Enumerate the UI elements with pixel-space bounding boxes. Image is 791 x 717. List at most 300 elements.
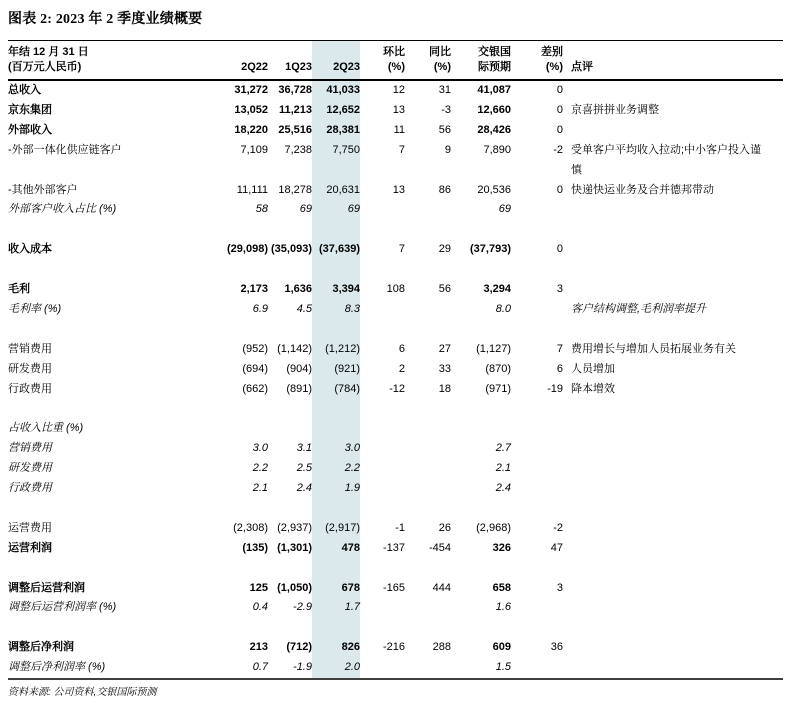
comment-cell: [563, 618, 783, 638]
row-label: [8, 320, 220, 340]
comment-cell: [563, 399, 783, 419]
value-cell: 609: [492, 641, 511, 654]
row-label: 调整后净利润: [8, 641, 74, 654]
spacer-row: [8, 559, 783, 579]
value-cell: [405, 419, 451, 439]
value-cell: 3.0: [252, 442, 268, 455]
comment-cell: [563, 658, 783, 679]
value-cell: 2.5: [296, 462, 312, 475]
value-cell: [405, 200, 451, 220]
value-cell: (1,301): [277, 541, 312, 554]
comment-cell: [563, 579, 783, 599]
comment-cell: [563, 479, 783, 499]
value-cell: 36: [550, 641, 563, 654]
value-cell: (921): [312, 360, 360, 380]
value-cell: [312, 320, 360, 340]
value-cell: 2,173: [240, 283, 268, 296]
value-cell: 2.2: [252, 462, 268, 475]
value-cell: 7: [398, 143, 405, 156]
value-cell: 108: [386, 283, 405, 296]
value-cell: 2.2: [312, 459, 360, 479]
value-cell: [511, 300, 563, 320]
column-header: 1Q23: [285, 61, 312, 73]
comment-cell: [563, 80, 783, 101]
row-label: 营销费用: [8, 342, 52, 355]
value-cell: [511, 618, 563, 638]
value-cell: 12,660: [477, 103, 511, 116]
value-cell: 0.4: [252, 601, 268, 614]
value-cell: -216: [382, 641, 405, 654]
value-cell: 288: [432, 641, 451, 654]
value-cell: 1.9: [312, 479, 360, 499]
comment-cell: 京喜拼拼业务调整: [571, 103, 659, 116]
value-cell: [220, 220, 268, 240]
value-cell: 33: [438, 362, 451, 375]
table-row: [8, 240, 783, 260]
value-cell: 69: [299, 203, 312, 216]
value-cell: 25,516: [278, 123, 312, 136]
table-row: [8, 340, 783, 360]
value-cell: [268, 499, 312, 519]
comment-cell: [563, 539, 783, 559]
value-cell: -165: [382, 581, 405, 594]
row-label: 调整后运营利润: [8, 581, 85, 594]
row-label: 研发费用: [8, 362, 52, 375]
value-cell: 826: [312, 638, 360, 658]
value-cell: 8.0: [495, 302, 511, 315]
column-header: 点评: [571, 61, 593, 73]
row-label: 研发费用: [8, 462, 52, 475]
row-label: 收入成本: [8, 243, 52, 256]
comment-cell: [563, 200, 783, 220]
value-cell: [312, 559, 360, 579]
value-cell: [220, 260, 268, 280]
value-cell: 2.4: [296, 482, 312, 495]
value-cell: 41,033: [312, 80, 360, 101]
value-cell: 0: [556, 183, 563, 196]
value-cell: 11,213: [278, 103, 312, 116]
value-cell: (662): [242, 382, 268, 395]
value-cell: [405, 220, 451, 240]
value-cell: [511, 419, 563, 439]
table-row: [8, 280, 783, 300]
value-cell: [451, 559, 511, 579]
value-cell: [268, 419, 312, 439]
value-cell: (2,937): [277, 521, 312, 534]
value-cell: [511, 598, 563, 618]
value-cell: 6: [556, 362, 563, 375]
row-label: 京东集团: [8, 103, 52, 116]
value-cell: [511, 439, 563, 459]
value-cell: 2.1: [252, 482, 268, 495]
value-cell: [312, 618, 360, 638]
row-label: 行政费用: [8, 482, 52, 495]
value-cell: 7,109: [240, 143, 268, 156]
row-label: 外部客户收入占比 (%): [8, 203, 117, 216]
column-header: 2Q23: [312, 41, 360, 81]
value-cell: (1,050): [277, 581, 312, 594]
value-cell: [451, 618, 511, 638]
value-cell: 13: [392, 183, 405, 196]
value-cell: 7: [556, 342, 563, 355]
table-row: [8, 459, 783, 479]
value-cell: [511, 220, 563, 240]
row-label: 调整后净利润率 (%): [8, 661, 106, 674]
value-cell: 27: [438, 342, 451, 355]
row-label: 行政费用: [8, 382, 52, 395]
value-cell: 20,536: [477, 183, 511, 196]
row-label: 营销费用: [8, 442, 52, 455]
table-row: [8, 638, 783, 658]
value-cell: 3: [556, 581, 563, 594]
value-cell: 47: [550, 541, 563, 554]
comment-cell: 降本增效: [571, 382, 615, 395]
value-cell: [360, 320, 405, 340]
table-row: [8, 80, 783, 101]
comment-cell: [563, 280, 783, 300]
value-cell: 1.5: [495, 661, 511, 674]
value-cell: 69: [312, 200, 360, 220]
value-cell: -2: [553, 143, 563, 156]
value-cell: [220, 499, 268, 519]
row-label: [8, 220, 220, 240]
comment-cell: 客户结构调整,毛利润率提升: [571, 302, 707, 315]
value-cell: 478: [312, 539, 360, 559]
value-cell: [511, 559, 563, 579]
value-cell: 41,087: [477, 84, 511, 96]
value-cell: 69: [498, 203, 511, 216]
value-cell: [451, 419, 511, 439]
value-cell: 0: [556, 84, 563, 96]
value-cell: (971): [485, 382, 511, 395]
value-cell: [405, 439, 451, 459]
value-cell: 26: [438, 521, 451, 534]
value-cell: 28,381: [312, 121, 360, 141]
value-cell: [360, 260, 405, 280]
value-cell: 0.7: [252, 661, 268, 674]
value-cell: 7: [398, 243, 405, 256]
value-cell: (870): [485, 362, 511, 375]
table-row: [8, 519, 783, 539]
value-cell: -12: [389, 382, 405, 395]
value-cell: 1.6: [495, 601, 511, 614]
table-row: [8, 419, 783, 439]
value-cell: 86: [438, 183, 451, 196]
spacer-row: [8, 499, 783, 519]
value-cell: (1,212): [312, 340, 360, 360]
table-row: [8, 598, 783, 618]
value-cell: [312, 399, 360, 419]
value-cell: [268, 399, 312, 419]
value-cell: [511, 499, 563, 519]
spacer-row: [8, 399, 783, 419]
comment-cell: 人员增加: [571, 362, 615, 375]
value-cell: [511, 320, 563, 340]
value-cell: [405, 459, 451, 479]
value-cell: 3.1: [296, 442, 312, 455]
value-cell: [220, 618, 268, 638]
value-cell: [220, 559, 268, 579]
value-cell: 326: [492, 541, 511, 554]
value-cell: [405, 618, 451, 638]
column-header: 环比 (%): [383, 46, 405, 73]
value-cell: [268, 220, 312, 240]
value-cell: 29: [438, 243, 451, 256]
value-cell: [268, 320, 312, 340]
value-cell: 2.7: [495, 442, 511, 455]
value-cell: 12,652: [312, 101, 360, 121]
value-cell: 3,394: [312, 280, 360, 300]
value-cell: 2: [398, 362, 405, 375]
value-cell: 2.1: [495, 462, 511, 475]
value-cell: [511, 459, 563, 479]
value-cell: (37,793): [470, 243, 511, 256]
value-cell: [360, 399, 405, 419]
comment-cell: [563, 220, 783, 240]
value-cell: [405, 260, 451, 280]
value-cell: [405, 300, 451, 320]
value-cell: 8.3: [312, 300, 360, 320]
row-label: 外部收入: [8, 123, 52, 136]
value-cell: 13,052: [234, 103, 268, 116]
value-cell: (891): [286, 382, 312, 395]
value-cell: (2,917): [312, 519, 360, 539]
row-label: [8, 499, 220, 519]
row-label: [8, 399, 220, 419]
value-cell: 18,278: [278, 183, 312, 196]
table-header-row: [8, 41, 783, 81]
column-header: 同比 (%): [429, 46, 451, 73]
value-cell: 20,631: [312, 181, 360, 201]
value-cell: [405, 499, 451, 519]
value-cell: [360, 200, 405, 220]
value-cell: -2.9: [293, 601, 312, 614]
value-cell: [511, 260, 563, 280]
spacer-row: [8, 260, 783, 280]
value-cell: 1.7: [312, 598, 360, 618]
value-cell: (784): [312, 380, 360, 400]
value-cell: 28,426: [477, 123, 511, 136]
value-cell: 7,238: [284, 143, 312, 156]
value-cell: [511, 658, 563, 679]
value-cell: [360, 479, 405, 499]
value-cell: -1.9: [293, 661, 312, 674]
value-cell: 0: [556, 123, 563, 136]
comment-cell: [563, 260, 783, 280]
value-cell: [360, 618, 405, 638]
value-cell: 9: [444, 143, 451, 156]
comment-cell: [563, 419, 783, 439]
comment-cell: [563, 240, 783, 260]
value-cell: [511, 399, 563, 419]
value-cell: 31: [438, 84, 451, 96]
value-cell: -454: [428, 541, 451, 554]
value-cell: [451, 320, 511, 340]
table-row: [8, 360, 783, 380]
comment-cell: [563, 499, 783, 519]
comment-cell: [563, 459, 783, 479]
value-cell: (712): [286, 641, 312, 654]
value-cell: 31,272: [234, 84, 268, 96]
value-cell: 3.0: [312, 439, 360, 459]
value-cell: [451, 260, 511, 280]
row-label: 总收入: [8, 84, 41, 96]
column-header: 2Q22: [241, 61, 268, 73]
value-cell: 0: [556, 103, 563, 116]
value-cell: -1: [395, 521, 405, 534]
figure-title: 图表 2: 2023 年 2 季度业绩概要: [8, 12, 203, 27]
value-cell: [360, 300, 405, 320]
value-cell: (29,098): [227, 243, 268, 256]
value-cell: (694): [242, 362, 268, 375]
value-cell: 444: [432, 581, 451, 594]
value-cell: [312, 499, 360, 519]
value-cell: 6: [398, 342, 405, 355]
comment-cell: [563, 638, 783, 658]
table-row: [8, 539, 783, 559]
row-label: 运营利润: [8, 541, 52, 554]
value-cell: (1,142): [277, 342, 312, 355]
table-row: [8, 121, 783, 141]
value-cell: -3: [441, 103, 451, 116]
value-cell: (35,093): [271, 243, 312, 256]
row-label: [8, 260, 220, 280]
table-row: [8, 658, 783, 679]
value-cell: [451, 220, 511, 240]
spacer-row: [8, 320, 783, 340]
comment-cell: [563, 121, 783, 141]
row-label: 占收入比重 (%): [8, 422, 84, 435]
value-cell: [312, 419, 360, 439]
value-cell: 678: [312, 579, 360, 599]
row-label: -其他外部客户: [8, 183, 78, 196]
value-cell: [268, 260, 312, 280]
value-cell: 0: [556, 243, 563, 256]
value-cell: [405, 479, 451, 499]
value-cell: [511, 200, 563, 220]
value-cell: -137: [382, 541, 405, 554]
value-cell: 213: [249, 641, 268, 654]
value-cell: 58: [255, 203, 268, 216]
value-cell: -19: [547, 382, 563, 395]
value-cell: (952): [242, 342, 268, 355]
value-cell: [511, 479, 563, 499]
value-cell: [360, 658, 405, 679]
source-note: 资料来源: 公司资料,交银国际预测: [8, 687, 157, 699]
value-cell: [360, 419, 405, 439]
table-row: [8, 579, 783, 599]
row-label: 毛利: [8, 283, 30, 296]
table-row: [8, 380, 783, 400]
value-cell: 18: [438, 382, 451, 395]
value-cell: 13: [392, 103, 405, 116]
spacer-row: [8, 220, 783, 240]
comment-cell: [563, 439, 783, 459]
unit-header: 年结 12 月 31 日 (百万元人民币): [8, 46, 89, 73]
comment-cell: 费用增长与增加人员拓展业务有关: [571, 342, 736, 355]
value-cell: [360, 459, 405, 479]
value-cell: 12: [392, 84, 405, 96]
value-cell: 2.0: [312, 658, 360, 679]
value-cell: [405, 598, 451, 618]
value-cell: [451, 399, 511, 419]
value-cell: 7,890: [483, 143, 511, 156]
column-header: 差别 (%): [541, 46, 563, 73]
row-label: [8, 559, 220, 579]
value-cell: [268, 618, 312, 638]
value-cell: (2,968): [476, 521, 511, 534]
table-row: [8, 200, 783, 220]
comment-cell: 快递快运业务及合并德邦带动: [571, 183, 714, 196]
comment-cell: 受单客户平均收入拉动;中小客户投入谨慎: [571, 143, 762, 176]
table-row: [8, 101, 783, 121]
value-cell: [405, 559, 451, 579]
value-cell: 36,728: [278, 84, 312, 96]
value-cell: 2.4: [495, 482, 511, 495]
table-row: [8, 479, 783, 499]
table-row: [8, 300, 783, 320]
value-cell: 125: [249, 581, 268, 594]
comment-cell: [563, 559, 783, 579]
value-cell: [360, 439, 405, 459]
value-cell: 658: [492, 581, 511, 594]
value-cell: 56: [438, 283, 451, 296]
comment-cell: [563, 320, 783, 340]
value-cell: [312, 220, 360, 240]
value-cell: [220, 399, 268, 419]
value-cell: [268, 559, 312, 579]
table-row: [8, 439, 783, 459]
row-label: -外部一体化供应链客户: [8, 143, 122, 156]
comment-cell: [563, 519, 783, 539]
row-label: 毛利率 (%): [8, 302, 62, 315]
value-cell: [220, 320, 268, 340]
value-cell: 11,111: [236, 183, 268, 196]
row-label: 调整后运营利润率 (%): [8, 601, 117, 614]
value-cell: 56: [438, 123, 451, 136]
performance-table: [8, 40, 783, 680]
value-cell: 1,636: [284, 283, 312, 296]
row-label: 运营费用: [8, 521, 52, 534]
value-cell: 3: [556, 283, 563, 296]
comment-cell: [563, 598, 783, 618]
table-body: [8, 80, 783, 679]
spacer-row: [8, 618, 783, 638]
value-cell: 4.5: [296, 302, 312, 315]
value-cell: [405, 320, 451, 340]
value-cell: (2,308): [233, 521, 268, 534]
value-cell: [360, 598, 405, 618]
value-cell: 18,220: [234, 123, 268, 136]
table-row: [8, 181, 783, 201]
value-cell: [312, 260, 360, 280]
value-cell: [451, 499, 511, 519]
value-cell: 7,750: [312, 141, 360, 181]
value-cell: (1,127): [476, 342, 511, 355]
value-cell: [360, 499, 405, 519]
value-cell: (135): [242, 541, 268, 554]
value-cell: (904): [286, 362, 312, 375]
value-cell: [405, 658, 451, 679]
row-label: [8, 618, 220, 638]
value-cell: [220, 419, 268, 439]
value-cell: 3,294: [483, 283, 511, 296]
value-cell: [360, 559, 405, 579]
value-cell: 6.9: [252, 302, 268, 315]
table-header: [8, 41, 783, 81]
value-cell: [360, 220, 405, 240]
table-row: [8, 141, 783, 181]
